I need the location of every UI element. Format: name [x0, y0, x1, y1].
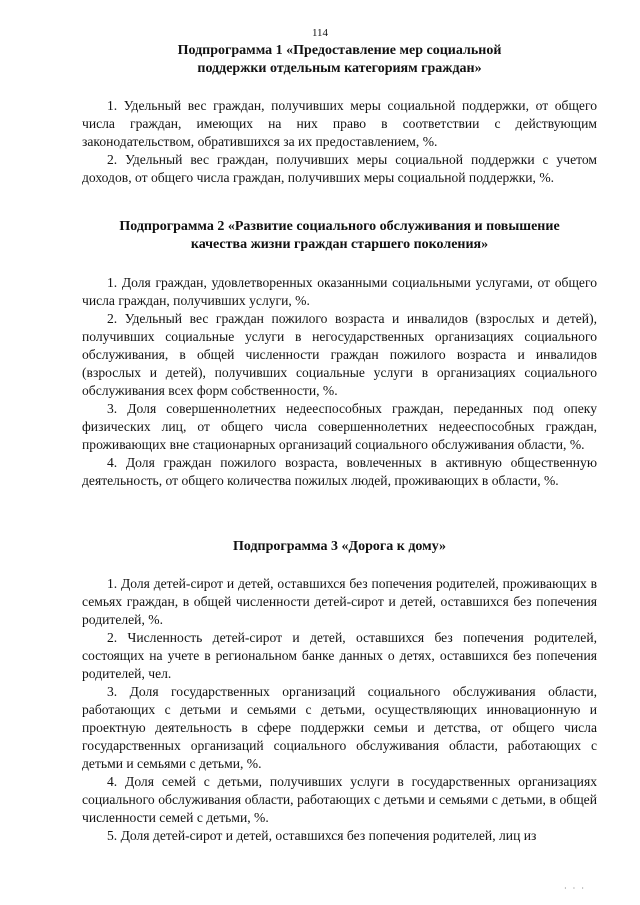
subprogram-1-title-line-2: поддержки отдельным категориям граждан»: [197, 61, 482, 76]
subprogram-2-items: [82, 274, 597, 490]
subprogram-2-item-3: 3. Доля совершеннолетних недееспособных граждан, переданных под опеку физических лиц, от общего числа совершеннолетних недееспособных граждан, проживающих вне стационарных организаций социального обслуживания области, %.: [82, 401, 597, 452]
subprogram-1-item-1: 1. Удельный вес граждан, получивших меры социальной поддержки, от общего числа граждан, имеющих на них право в соответствии с действующим законодательством, обратившихся за их предоставлением, %.: [82, 98, 597, 149]
subprogram-1-title-line-1: Подпрограмма 1 «Предоставление мер социальной: [177, 43, 502, 58]
subprogram-3-item-5: 5. Доля детей-сирот и детей, оставшихся без попечения родителей, лиц из: [107, 828, 537, 843]
page-number: 114: [311, 27, 329, 39]
subprogram-2-title-line-2: качества жизни граждан старшего поколения»: [190, 237, 489, 252]
subprogram-2-title: [82, 218, 597, 254]
subprogram-3-item-2: 2. Численность детей-сирот и детей, оставшихся без попечения родителей, состоящих на учете в региональном банке данных о детях, оставшихся без попечения родителей, чел.: [82, 630, 597, 681]
subprogram-1-item-2: 2. Удельный вес граждан, получивших меры социальной поддержки с учетом доходов, от общего числа граждан, получивших меры социальной поддержки, %.: [82, 152, 597, 185]
subprogram-3: [82, 538, 597, 845]
subprogram-2-title-line-1: Подпрограмма 2 «Развитие социального обслуживания и повышение: [119, 219, 560, 234]
subprogram-3-items: [82, 575, 597, 845]
subprogram-2-item-1: 1. Доля граждан, удовлетворенных оказанными социальными услугами, от общего числа граждан, получивших услуги, %.: [82, 275, 597, 308]
subprogram-3-item-3: 3. Доля государственных организаций социального обслуживания области, работающих с детьми и семьями с детьми, осуществляющих инновационную и проектную деятельность в сфере поддержки семьи и детства, от общего числа государственных организаций социального обслуживания области, работающих с детьми и семьями с детьми, %.: [82, 684, 597, 771]
subprogram-3-item-1: 1. Доля детей-сирот и детей, оставшихся без попечения родителей, проживающих в семьях граждан, в общей численности детей-сирот и детей, оставшихся без попечения родителей, %.: [82, 576, 597, 627]
subprogram-2-item-2: 2. Удельный вес граждан пожилого возраста и инвалидов (взрослых и детей), получивших социальные услуги в негосударственных организациях социального обслуживания, в общей численности граждан пожилого возраста и инвалидов (взрослых и детей), получивших социальные услуги в организациях социального обслуживания всех форм собственности, %.: [82, 311, 597, 398]
subprogram-3-title-line-1: Подпрограмма 3 «Дорога к дому»: [232, 539, 447, 554]
subprogram-1-items: [82, 97, 597, 187]
subprogram-1: [82, 42, 597, 187]
subprogram-2: [82, 218, 597, 490]
subprogram-1-title: [82, 42, 597, 78]
scan-artifact-mark: · · ·: [564, 884, 586, 893]
subprogram-3-title: [82, 538, 597, 556]
subprogram-2-item-4: 4. Доля граждан пожилого возраста, вовлеченных в активную общественную деятельность, от общего количества пожилых людей, проживающих в области, %.: [82, 455, 597, 488]
subprogram-3-item-4: 4. Доля семей с детьми, получивших услуги в государственных организациях социального обслуживания области, работающих с детьми и семьями с детьми, в общей численности семей с детьми, %.: [82, 774, 597, 825]
